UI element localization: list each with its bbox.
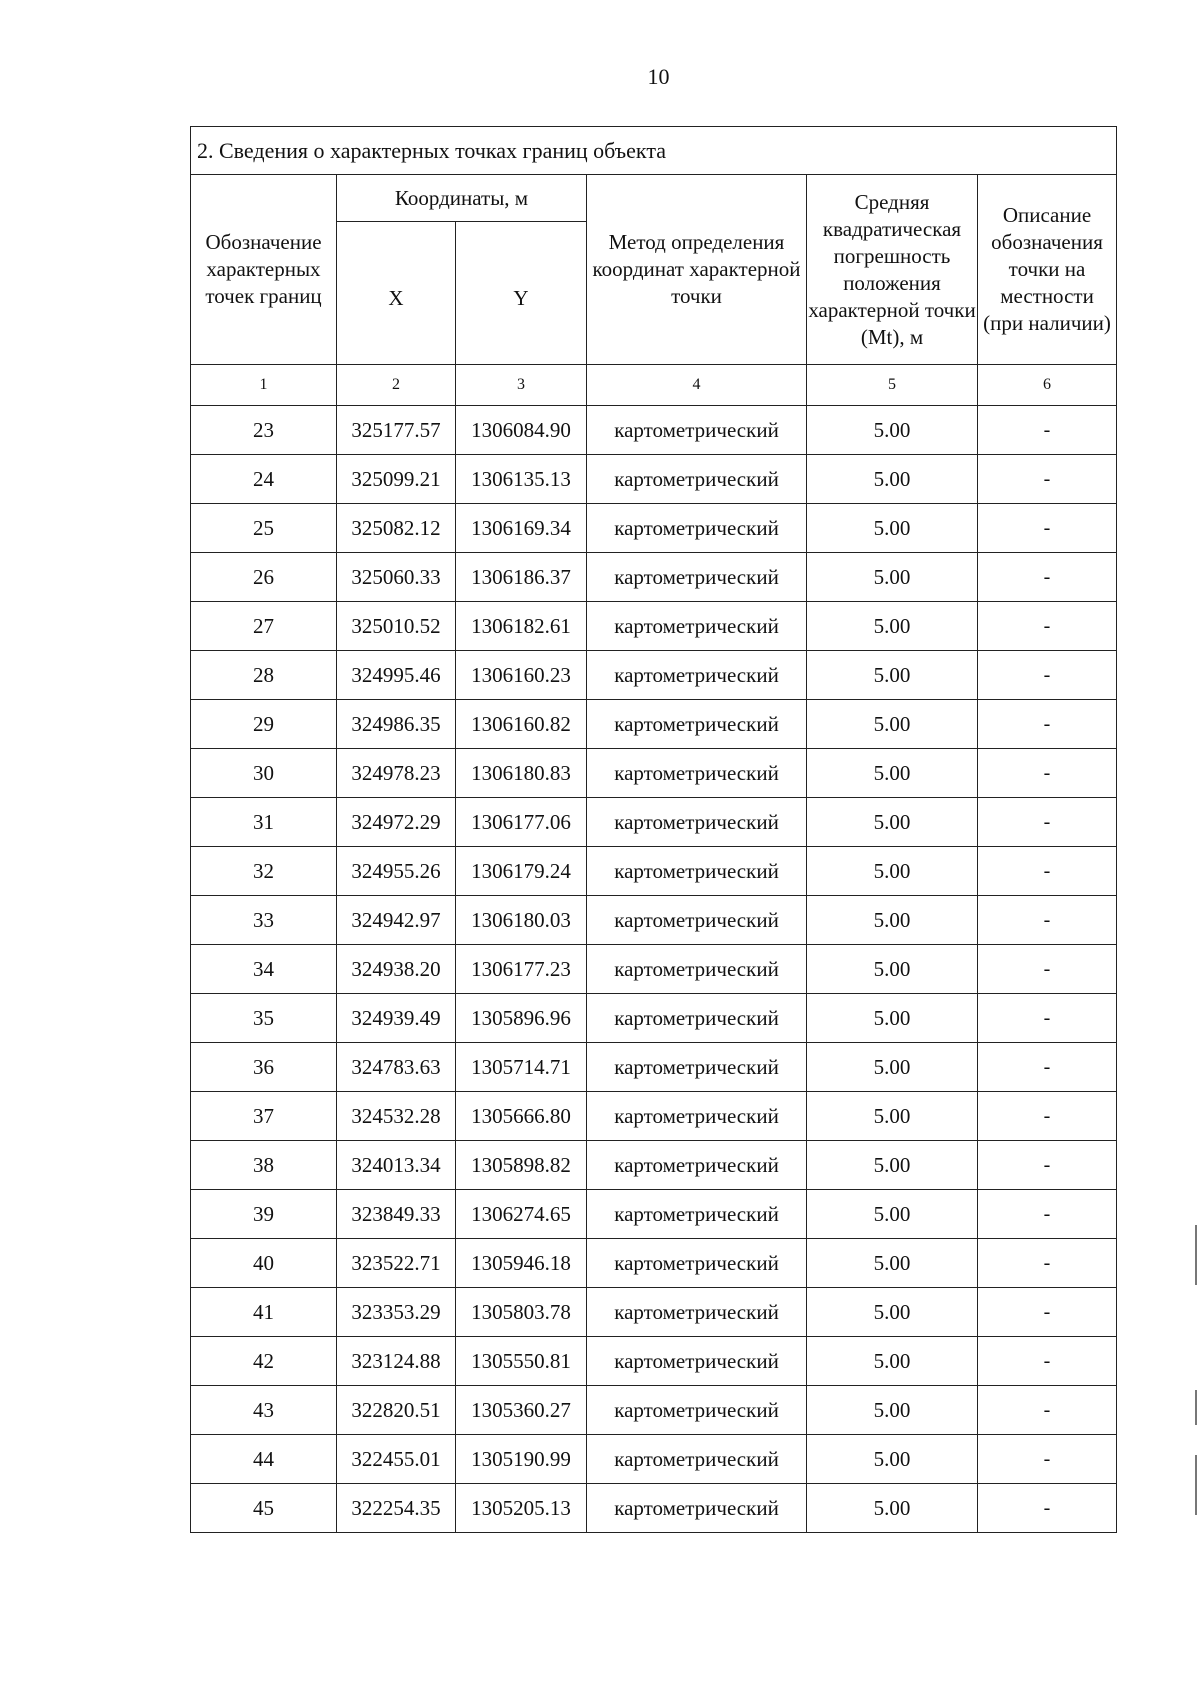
column-number: 1: [191, 365, 337, 406]
point-id-cell: 43: [191, 1386, 337, 1435]
mean-error-cell: 5.00: [807, 798, 978, 847]
point-id-cell: 37: [191, 1092, 337, 1141]
x-coordinate-cell: 325060.33: [337, 553, 456, 602]
description-cell: -: [978, 455, 1117, 504]
table-row: [191, 406, 1117, 455]
mean-error-cell: 5.00: [807, 455, 978, 504]
table-row: [191, 798, 1117, 847]
header-method: Метод определения координат характерной точки: [587, 175, 807, 365]
method-cell: картометрический: [587, 700, 807, 749]
x-coordinate-cell: 324942.97: [337, 896, 456, 945]
description-cell: -: [978, 1484, 1117, 1533]
description-cell: -: [978, 700, 1117, 749]
point-id-cell: 32: [191, 847, 337, 896]
point-id-cell: 45: [191, 1484, 337, 1533]
description-cell: -: [978, 602, 1117, 651]
description-cell: -: [978, 896, 1117, 945]
method-cell: картометрический: [587, 1141, 807, 1190]
table-row: [191, 504, 1117, 553]
method-cell: картометрический: [587, 749, 807, 798]
x-coordinate-cell: 323849.33: [337, 1190, 456, 1239]
method-cell: картометрический: [587, 1484, 807, 1533]
method-cell: картометрический: [587, 1239, 807, 1288]
y-coordinate-cell: 1305190.99: [456, 1435, 587, 1484]
method-cell: картометрический: [587, 896, 807, 945]
table-row: [191, 700, 1117, 749]
point-id-cell: 39: [191, 1190, 337, 1239]
table-row: [191, 1386, 1117, 1435]
description-cell: -: [978, 749, 1117, 798]
description-cell: -: [978, 1190, 1117, 1239]
x-coordinate-cell: 322820.51: [337, 1386, 456, 1435]
description-cell: -: [978, 553, 1117, 602]
column-number: 2: [337, 365, 456, 406]
description-cell: -: [978, 1386, 1117, 1435]
header-x: X: [337, 222, 456, 365]
y-coordinate-cell: 1305898.82: [456, 1141, 587, 1190]
method-cell: картометрический: [587, 1386, 807, 1435]
column-number: 5: [807, 365, 978, 406]
x-coordinate-cell: 325082.12: [337, 504, 456, 553]
y-coordinate-cell: 1305946.18: [456, 1239, 587, 1288]
method-cell: картометрический: [587, 1337, 807, 1386]
y-coordinate-cell: 1306180.03: [456, 896, 587, 945]
mean-error-cell: 5.00: [807, 847, 978, 896]
y-coordinate-cell: 1306160.23: [456, 651, 587, 700]
method-cell: картометрический: [587, 1288, 807, 1337]
description-cell: -: [978, 847, 1117, 896]
description-cell: -: [978, 1092, 1117, 1141]
header-coordinates: Координаты, м: [337, 175, 587, 222]
method-cell: картометрический: [587, 1092, 807, 1141]
mean-error-cell: 5.00: [807, 1043, 978, 1092]
column-numbers-row: [191, 365, 1117, 406]
x-coordinate-cell: 325177.57: [337, 406, 456, 455]
section-title: 2. Сведения о характерных точках границ объекта: [191, 127, 1117, 175]
y-coordinate-cell: 1305666.80: [456, 1092, 587, 1141]
description-cell: -: [978, 504, 1117, 553]
method-cell: картометрический: [587, 455, 807, 504]
method-cell: картометрический: [587, 1043, 807, 1092]
table-row: [191, 1092, 1117, 1141]
method-cell: картометрический: [587, 1190, 807, 1239]
mean-error-cell: 5.00: [807, 945, 978, 994]
point-id-cell: 36: [191, 1043, 337, 1092]
mean-error-cell: 5.00: [807, 749, 978, 798]
method-cell: картометрический: [587, 1435, 807, 1484]
description-cell: -: [978, 1288, 1117, 1337]
description-cell: -: [978, 798, 1117, 847]
boundary-points-table: [190, 126, 1117, 1533]
y-coordinate-cell: 1306169.34: [456, 504, 587, 553]
description-cell: -: [978, 651, 1117, 700]
point-id-cell: 34: [191, 945, 337, 994]
mean-error-cell: 5.00: [807, 406, 978, 455]
point-id-cell: 31: [191, 798, 337, 847]
x-coordinate-cell: 324978.23: [337, 749, 456, 798]
mean-error-cell: 5.00: [807, 553, 978, 602]
page-number: 10: [647, 64, 670, 89]
point-id-cell: 30: [191, 749, 337, 798]
mean-error-cell: 5.00: [807, 651, 978, 700]
header-y: Y: [456, 222, 587, 365]
x-coordinate-cell: 324972.29: [337, 798, 456, 847]
table-row: [191, 749, 1117, 798]
table-row: [191, 1043, 1117, 1092]
point-id-cell: 35: [191, 994, 337, 1043]
point-id-cell: 23: [191, 406, 337, 455]
mean-error-cell: 5.00: [807, 1288, 978, 1337]
y-coordinate-cell: 1306180.83: [456, 749, 587, 798]
description-cell: -: [978, 1141, 1117, 1190]
point-id-cell: 42: [191, 1337, 337, 1386]
mean-error-cell: 5.00: [807, 1092, 978, 1141]
description-cell: -: [978, 1337, 1117, 1386]
point-id-cell: 25: [191, 504, 337, 553]
mean-error-cell: 5.00: [807, 1141, 978, 1190]
y-coordinate-cell: 1306084.90: [456, 406, 587, 455]
table-row: [191, 1141, 1117, 1190]
x-coordinate-cell: 325099.21: [337, 455, 456, 504]
point-id-cell: 26: [191, 553, 337, 602]
table-row: [191, 1190, 1117, 1239]
table-row: [191, 553, 1117, 602]
table-row: [191, 1337, 1117, 1386]
mean-error-cell: 5.00: [807, 994, 978, 1043]
method-cell: картометрический: [587, 847, 807, 896]
description-cell: -: [978, 1043, 1117, 1092]
x-coordinate-cell: 324986.35: [337, 700, 456, 749]
mean-error-cell: 5.00: [807, 602, 978, 651]
table-row: [191, 994, 1117, 1043]
point-id-cell: 33: [191, 896, 337, 945]
table-row: [191, 651, 1117, 700]
x-coordinate-cell: 324955.26: [337, 847, 456, 896]
y-coordinate-cell: 1306182.61: [456, 602, 587, 651]
x-coordinate-cell: 324013.34: [337, 1141, 456, 1190]
table-row: [191, 1435, 1117, 1484]
point-id-cell: 44: [191, 1435, 337, 1484]
header-description: Описание обозначения точки на местности (при наличии): [978, 175, 1117, 365]
scan-edge-mark: [1195, 1455, 1197, 1515]
x-coordinate-cell: 323353.29: [337, 1288, 456, 1337]
description-cell: -: [978, 945, 1117, 994]
header-point-designation: Обозначение характерных точек границ: [191, 175, 337, 365]
mean-error-cell: 5.00: [807, 1386, 978, 1435]
y-coordinate-cell: 1306179.24: [456, 847, 587, 896]
mean-error-cell: 5.00: [807, 1337, 978, 1386]
x-coordinate-cell: 324939.49: [337, 994, 456, 1043]
table-row: [191, 1288, 1117, 1337]
table-row: [191, 1239, 1117, 1288]
mean-error-cell: 5.00: [807, 1435, 978, 1484]
x-coordinate-cell: 323124.88: [337, 1337, 456, 1386]
method-cell: картометрический: [587, 406, 807, 455]
table-row: [191, 455, 1117, 504]
point-id-cell: 29: [191, 700, 337, 749]
point-id-cell: 28: [191, 651, 337, 700]
method-cell: картометрический: [587, 651, 807, 700]
method-cell: картометрический: [587, 994, 807, 1043]
point-id-cell: 38: [191, 1141, 337, 1190]
table-row: [191, 945, 1117, 994]
x-coordinate-cell: 322254.35: [337, 1484, 456, 1533]
method-cell: картометрический: [587, 798, 807, 847]
y-coordinate-cell: 1306177.23: [456, 945, 587, 994]
point-id-cell: 27: [191, 602, 337, 651]
scan-edge-mark: [1195, 1390, 1197, 1425]
method-cell: картометрический: [587, 945, 807, 994]
mean-error-cell: 5.00: [807, 504, 978, 553]
y-coordinate-cell: 1306274.65: [456, 1190, 587, 1239]
table-row: [191, 602, 1117, 651]
x-coordinate-cell: 324532.28: [337, 1092, 456, 1141]
table-row: [191, 1484, 1117, 1533]
y-coordinate-cell: 1306186.37: [456, 553, 587, 602]
x-coordinate-cell: 324783.63: [337, 1043, 456, 1092]
description-cell: -: [978, 1435, 1117, 1484]
x-coordinate-cell: 325010.52: [337, 602, 456, 651]
column-number: 4: [587, 365, 807, 406]
section-title-row: [191, 127, 1117, 175]
x-coordinate-cell: 324995.46: [337, 651, 456, 700]
y-coordinate-cell: 1305896.96: [456, 994, 587, 1043]
y-coordinate-cell: 1305360.27: [456, 1386, 587, 1435]
description-cell: -: [978, 994, 1117, 1043]
column-number: 3: [456, 365, 587, 406]
x-coordinate-cell: 324938.20: [337, 945, 456, 994]
method-cell: картометрический: [587, 602, 807, 651]
y-coordinate-cell: 1305205.13: [456, 1484, 587, 1533]
y-coordinate-cell: 1306177.06: [456, 798, 587, 847]
point-id-cell: 24: [191, 455, 337, 504]
mean-error-cell: 5.00: [807, 1484, 978, 1533]
point-id-cell: 41: [191, 1288, 337, 1337]
y-coordinate-cell: 1306135.13: [456, 455, 587, 504]
header-row-1: [191, 175, 1117, 222]
y-coordinate-cell: 1305714.71: [456, 1043, 587, 1092]
mean-error-cell: 5.00: [807, 1239, 978, 1288]
scan-edge-mark: [1195, 1225, 1197, 1285]
y-coordinate-cell: 1305550.81: [456, 1337, 587, 1386]
x-coordinate-cell: 322455.01: [337, 1435, 456, 1484]
y-coordinate-cell: 1306160.82: [456, 700, 587, 749]
description-cell: -: [978, 1239, 1117, 1288]
column-number: 6: [978, 365, 1117, 406]
mean-error-cell: 5.00: [807, 896, 978, 945]
table-row: [191, 847, 1117, 896]
point-id-cell: 40: [191, 1239, 337, 1288]
method-cell: картометрический: [587, 553, 807, 602]
mean-error-cell: 5.00: [807, 1190, 978, 1239]
x-coordinate-cell: 323522.71: [337, 1239, 456, 1288]
header-mean-error: Средняя квадратическая погрешность положения характерной точки (Mt), м: [807, 175, 978, 365]
y-coordinate-cell: 1305803.78: [456, 1288, 587, 1337]
method-cell: картометрический: [587, 504, 807, 553]
mean-error-cell: 5.00: [807, 700, 978, 749]
table-row: [191, 896, 1117, 945]
description-cell: -: [978, 406, 1117, 455]
